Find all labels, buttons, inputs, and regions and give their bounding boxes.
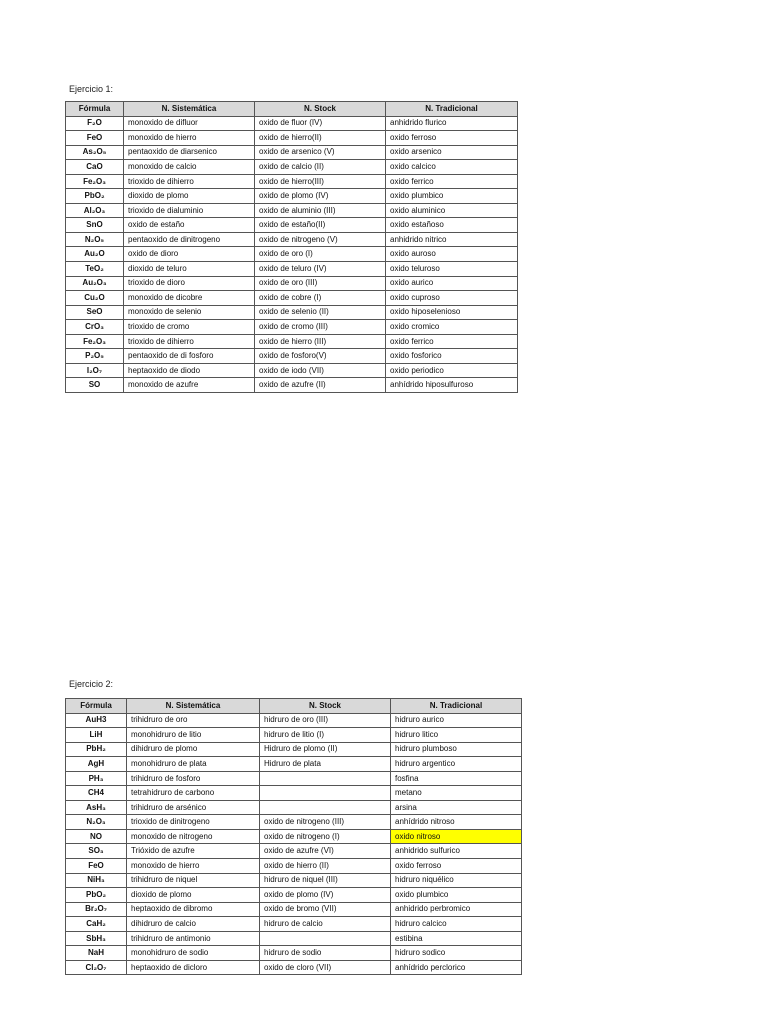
formula-cell: Au₂O₃ <box>66 276 124 291</box>
stock-name-cell: Hidruro de plomo (II) <box>260 742 391 757</box>
traditional-name-cell: oxido periodico <box>386 363 518 378</box>
stock-name-cell: Hidruro de plata <box>260 757 391 772</box>
stock-name-cell: oxido de teluro (IV) <box>255 262 386 277</box>
table-row <box>66 218 518 233</box>
table-row <box>66 742 522 757</box>
traditional-name-cell: oxido hiposelenioso <box>386 305 518 320</box>
formula-cell: TeO₂ <box>66 262 124 277</box>
formula-cell: P₂O₅ <box>66 349 124 364</box>
systematic-name-cell: trioxido de dinitrogeno <box>127 815 260 830</box>
traditional-name-cell: oxido aurico <box>386 276 518 291</box>
systematic-name-cell: oxido de dioro <box>124 247 255 262</box>
formula-cell: Cu₂O <box>66 291 124 306</box>
stock-name-cell: oxido de cobre (I) <box>255 291 386 306</box>
table-row <box>66 116 518 131</box>
exercise-2-title: Ejercicio 2: <box>69 679 114 689</box>
formula-cell: SeO <box>66 305 124 320</box>
traditional-name-cell: oxido ferrico <box>386 174 518 189</box>
stock-name-cell: oxido de fluor (IV) <box>255 116 386 131</box>
formula-cell: PbO₂ <box>66 189 124 204</box>
formula-cell: Au₂O <box>66 247 124 262</box>
traditional-name-cell: estibina <box>391 931 522 946</box>
traditional-name-cell: oxido ferroso <box>386 131 518 146</box>
traditional-name-cell: hidruro argentico <box>391 757 522 772</box>
systematic-name-cell: monoxido de selenio <box>124 305 255 320</box>
table-row <box>66 363 518 378</box>
formula-cell: N₂O₃ <box>66 815 127 830</box>
traditional-name-cell: oxido cromico <box>386 320 518 335</box>
systematic-name-cell: dihidruro de calcio <box>127 917 260 932</box>
table-row <box>66 800 522 815</box>
table-row <box>66 305 518 320</box>
systematic-name-cell: oxido de estaño <box>124 218 255 233</box>
traditional-name-cell: oxido arsenico <box>386 145 518 160</box>
systematic-name-cell: tetrahidruro de carbono <box>127 786 260 801</box>
table-row <box>66 902 522 917</box>
stock-name-cell <box>260 786 391 801</box>
table-row <box>66 189 518 204</box>
systematic-name-cell: monoxido de azufre <box>124 378 255 393</box>
formula-cell: PbO₂ <box>66 888 127 903</box>
stock-name-cell: oxido de nitrogeno (III) <box>260 815 391 830</box>
traditional-name-cell: anhídrido hiposulfuroso <box>386 378 518 393</box>
traditional-name-cell: oxido plumbico <box>386 189 518 204</box>
table-row <box>66 844 522 859</box>
systematic-name-cell: dioxido de plomo <box>127 888 260 903</box>
formula-cell: PbH₂ <box>66 742 127 757</box>
exercise-1-table <box>65 101 518 393</box>
systematic-name-cell: monohidruro de litio <box>127 728 260 743</box>
traditional-name-cell: oxido nitroso <box>391 829 522 844</box>
stock-name-cell: oxido de oro (I) <box>255 247 386 262</box>
traditional-name-cell: arsina <box>391 800 522 815</box>
table-row <box>66 859 522 874</box>
traditional-name-cell: oxido ferrico <box>386 334 518 349</box>
stock-name-cell: oxido de calcio (II) <box>255 160 386 175</box>
table-row <box>66 203 518 218</box>
formula-cell: Cl₂O₇ <box>66 960 127 975</box>
table-row <box>66 815 522 830</box>
formula-cell: AgH <box>66 757 127 772</box>
table-row <box>66 145 518 160</box>
systematic-name-cell: monohidruro de sodio <box>127 946 260 961</box>
header-row <box>66 699 522 714</box>
table-row <box>66 276 518 291</box>
stock-name-cell: oxido de nitrogeno (I) <box>260 829 391 844</box>
traditional-name-cell: hidruro calcico <box>391 917 522 932</box>
stock-name-cell: oxido de oro (III) <box>255 276 386 291</box>
traditional-name-cell: oxido aluminico <box>386 203 518 218</box>
table-row <box>66 873 522 888</box>
table-row <box>66 728 522 743</box>
traditional-name-cell: anhidrido perbromico <box>391 902 522 917</box>
table-row <box>66 771 522 786</box>
stock-name-cell: oxido de iodo (VII) <box>255 363 386 378</box>
formula-cell: LiH <box>66 728 127 743</box>
stock-name-cell: oxido de arsenico (V) <box>255 145 386 160</box>
systematic-name-cell: monoxido de calcio <box>124 160 255 175</box>
header-formula: Fórmula <box>66 102 124 117</box>
table-row <box>66 946 522 961</box>
traditional-name-cell: anhidrido sulfurico <box>391 844 522 859</box>
table-row <box>66 262 518 277</box>
systematic-name-cell: trihidruro de niquel <box>127 873 260 888</box>
traditional-name-cell: anhídrido nitroso <box>391 815 522 830</box>
systematic-name-cell: monoxido de nitrogeno <box>127 829 260 844</box>
formula-cell: Br₂O₇ <box>66 902 127 917</box>
systematic-name-cell: dihidruro de plomo <box>127 742 260 757</box>
table-row <box>66 378 518 393</box>
traditional-name-cell: hidruro sodico <box>391 946 522 961</box>
stock-name-cell: hidruro de oro (III) <box>260 713 391 728</box>
formula-cell: SO <box>66 378 124 393</box>
stock-name-cell: oxido de bromo (VII) <box>260 902 391 917</box>
formula-cell: FeO <box>66 859 127 874</box>
systematic-name-cell: trihidruro de oro <box>127 713 260 728</box>
systematic-name-cell: dioxido de plomo <box>124 189 255 204</box>
stock-name-cell: oxido de estaño(II) <box>255 218 386 233</box>
formula-cell: AuH3 <box>66 713 127 728</box>
stock-name-cell: oxido de hierro (II) <box>260 859 391 874</box>
systematic-name-cell: monohidruro de plata <box>127 757 260 772</box>
systematic-name-cell: trioxido de cromo <box>124 320 255 335</box>
formula-cell: N₂O₅ <box>66 232 124 247</box>
systematic-name-cell: trioxido de dialuminio <box>124 203 255 218</box>
formula-cell: NO <box>66 829 127 844</box>
table-row <box>66 757 522 772</box>
exercise-1-title: Ejercicio 1: <box>69 84 114 94</box>
systematic-name-cell: trihidruro de fosforo <box>127 771 260 786</box>
table-row <box>66 291 518 306</box>
traditional-name-cell: hidruro aurico <box>391 713 522 728</box>
systematic-name-cell: monoxido de hierro <box>124 131 255 146</box>
stock-name-cell: oxido de hierro(II) <box>255 131 386 146</box>
header-stock: N. Stock <box>255 102 386 117</box>
table-row <box>66 917 522 932</box>
systematic-name-cell: trioxido de dihierro <box>124 174 255 189</box>
header-traditional: N. Tradicional <box>386 102 518 117</box>
systematic-name-cell: heptaoxido de diodo <box>124 363 255 378</box>
stock-name-cell <box>260 800 391 815</box>
stock-name-cell: oxido de nitrogeno (V) <box>255 232 386 247</box>
stock-name-cell: oxido de cromo (III) <box>255 320 386 335</box>
stock-name-cell: hidruro de litio (I) <box>260 728 391 743</box>
traditional-name-cell: oxido cuproso <box>386 291 518 306</box>
traditional-name-cell: hidruro plumboso <box>391 742 522 757</box>
table-row <box>66 829 522 844</box>
formula-cell: NaH <box>66 946 127 961</box>
formula-cell: Fe₂O₃ <box>66 334 124 349</box>
table-row <box>66 786 522 801</box>
table-row <box>66 931 522 946</box>
formula-cell: CH4 <box>66 786 127 801</box>
formula-cell: SbH₃ <box>66 931 127 946</box>
formula-cell: NiH₃ <box>66 873 127 888</box>
stock-name-cell: oxido de aluminio (III) <box>255 203 386 218</box>
systematic-name-cell: pentaoxido de diarsenico <box>124 145 255 160</box>
systematic-name-cell: Trióxido de azufre <box>127 844 260 859</box>
traditional-name-cell: oxido estañoso <box>386 218 518 233</box>
traditional-name-cell: oxido teluroso <box>386 262 518 277</box>
systematic-name-cell: monoxido de hierro <box>127 859 260 874</box>
header-formula: Fórmula <box>66 699 127 714</box>
table-row <box>66 320 518 335</box>
systematic-name-cell: monoxido de dicobre <box>124 291 255 306</box>
table-row <box>66 349 518 364</box>
traditional-name-cell: oxido calcico <box>386 160 518 175</box>
stock-name-cell: oxido de hierro(III) <box>255 174 386 189</box>
stock-name-cell: oxido de azufre (VI) <box>260 844 391 859</box>
stock-name-cell: oxido de selenio (II) <box>255 305 386 320</box>
traditional-name-cell: metano <box>391 786 522 801</box>
traditional-name-cell: oxido ferroso <box>391 859 522 874</box>
formula-cell: As₂O₅ <box>66 145 124 160</box>
stock-name-cell: oxido de cloro (VII) <box>260 960 391 975</box>
traditional-name-cell: oxido fosforico <box>386 349 518 364</box>
header-row <box>66 102 518 117</box>
systematic-name-cell: monoxido de difluor <box>124 116 255 131</box>
stock-name-cell: oxido de azufre (II) <box>255 378 386 393</box>
systematic-name-cell: dioxido de teluro <box>124 262 255 277</box>
stock-name-cell <box>260 771 391 786</box>
table-row <box>66 174 518 189</box>
table-row <box>66 247 518 262</box>
stock-name-cell: oxido de fosforo(V) <box>255 349 386 364</box>
formula-cell: AsH₃ <box>66 800 127 815</box>
systematic-name-cell: trihidruro de antimonio <box>127 931 260 946</box>
formula-cell: CaH₂ <box>66 917 127 932</box>
systematic-name-cell: trioxido de dihierro <box>124 334 255 349</box>
header-traditional: N. Tradicional <box>391 699 522 714</box>
formula-cell: Al₂O₃ <box>66 203 124 218</box>
table-row <box>66 713 522 728</box>
traditional-name-cell: hidruro niquélico <box>391 873 522 888</box>
table-row <box>66 334 518 349</box>
stock-name-cell: oxido de hierro (III) <box>255 334 386 349</box>
table-row <box>66 960 522 975</box>
stock-name-cell <box>260 931 391 946</box>
formula-cell: I₂O₇ <box>66 363 124 378</box>
traditional-name-cell: hidruro litico <box>391 728 522 743</box>
traditional-name-cell: oxido auroso <box>386 247 518 262</box>
systematic-name-cell: heptaoxido de dibromo <box>127 902 260 917</box>
table-row <box>66 131 518 146</box>
table-row <box>66 888 522 903</box>
formula-cell: CrO₃ <box>66 320 124 335</box>
traditional-name-cell: anhidrido flurico <box>386 116 518 131</box>
stock-name-cell: hidruro de sodio <box>260 946 391 961</box>
stock-name-cell: oxido de plomo (IV) <box>255 189 386 204</box>
traditional-name-cell: anhidrido nitrico <box>386 232 518 247</box>
formula-cell: FeO <box>66 131 124 146</box>
traditional-name-cell: oxido plumbico <box>391 888 522 903</box>
table-row <box>66 232 518 247</box>
systematic-name-cell: trioxido de dioro <box>124 276 255 291</box>
header-stock: N. Stock <box>260 699 391 714</box>
header-systematic: N. Sistemática <box>127 699 260 714</box>
stock-name-cell: hidruro de niquel (III) <box>260 873 391 888</box>
header-systematic: N. Sistemática <box>124 102 255 117</box>
formula-cell: CaO <box>66 160 124 175</box>
stock-name-cell: hidruro de calcio <box>260 917 391 932</box>
exercise-2-table <box>65 698 522 975</box>
table-row <box>66 160 518 175</box>
formula-cell: SO₃ <box>66 844 127 859</box>
stock-name-cell: oxido de plomo (IV) <box>260 888 391 903</box>
systematic-name-cell: trihidruro de arsénico <box>127 800 260 815</box>
systematic-name-cell: pentaoxido de di fosforo <box>124 349 255 364</box>
formula-cell: SnO <box>66 218 124 233</box>
traditional-name-cell: fosfina <box>391 771 522 786</box>
formula-cell: Fe₂O₃ <box>66 174 124 189</box>
formula-cell: PH₃ <box>66 771 127 786</box>
formula-cell: F₂O <box>66 116 124 131</box>
traditional-name-cell: anhídrido perclorico <box>391 960 522 975</box>
systematic-name-cell: pentaoxido de dinitrogeno <box>124 232 255 247</box>
systematic-name-cell: heptaoxido de dicloro <box>127 960 260 975</box>
